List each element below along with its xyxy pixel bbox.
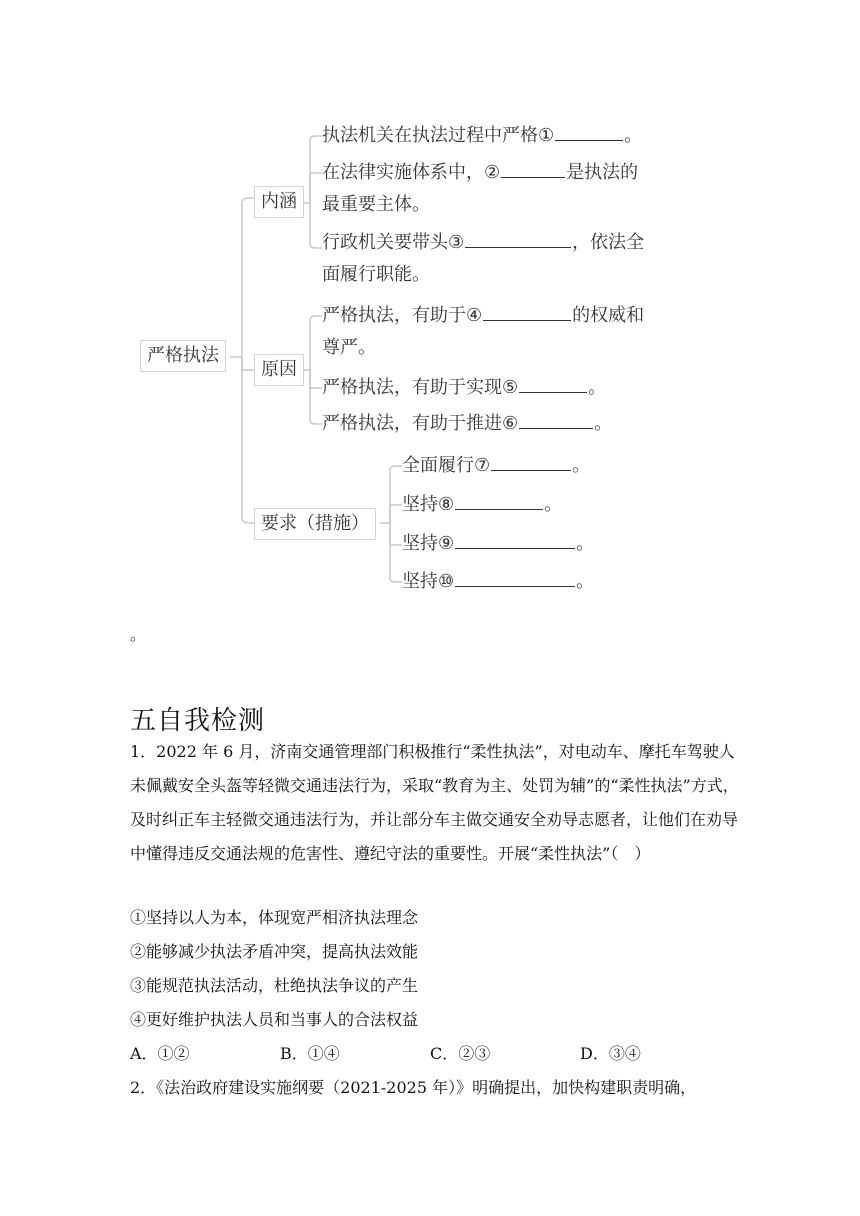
question-1-stem: 1．2022 年 6 月，济南交通管理部门积极推行“柔性执法”，对电动车、摩托车驾驶人未佩戴安全头盔等轻微交通违法行为，采取“教育为主、处罚为辅”的“柔性执法”方式，及时纠正车主轻微交通违法行为，并让部分车主做交通安全劝导志愿者，让他们在劝导中懂得违反交通法规的危害性、遵纪守法的重要性。开展“柔性执法”（ ） [130, 742, 739, 863]
fill-blank [555, 120, 623, 141]
root-node [140, 340, 226, 372]
branch-node-yaoqiu [254, 508, 376, 540]
fill-blank [501, 157, 565, 178]
leaf-8 [402, 489, 562, 521]
leaf-4 [322, 300, 644, 364]
question-1-item: ①坚持以人为本，体现宽严相济执法理念 [130, 908, 419, 927]
leaf-text: 在法律实施体系中，② [322, 162, 501, 183]
leaf-text: 坚持⑨ [402, 533, 455, 554]
question-2-stem: 2．《法治政府建设实施纲要（2021-2025 年）》明确提出，加快构建职责明确， [130, 1078, 697, 1097]
leaf-text: 。 [624, 125, 643, 146]
root-label: 严格执法 [147, 345, 219, 366]
fill-blank [465, 227, 571, 248]
leaf-10 [402, 566, 594, 598]
option-b: B．①④ [280, 1044, 340, 1063]
leaf-text: 最重要主体。 [322, 194, 430, 215]
leaf-text: 。 [576, 571, 595, 592]
leaf-text: 全面履行⑦ [402, 455, 491, 476]
leaf-2 [322, 157, 638, 221]
leaf-text: 是执法的 [566, 162, 639, 183]
leaf-5 [322, 372, 606, 404]
fill-blank [491, 450, 571, 471]
fill-blank [519, 408, 593, 429]
leaf-text: 的权威和 [572, 305, 645, 326]
leaf-text: 行政机关要带头③ [322, 232, 465, 253]
option-c: C．②③ [430, 1044, 491, 1063]
question-1-item: ②能够减少执法矛盾冲突，提高执法效能 [130, 942, 419, 961]
leaf-7 [402, 450, 590, 482]
leaf-text: 面履行职能。 [322, 264, 430, 285]
fill-blank [483, 300, 571, 321]
leaf-text: 严格执法，有助于推进⑥ [322, 413, 519, 434]
leaf-1 [322, 120, 642, 152]
option-d: D．③④ [580, 1044, 641, 1063]
leaf-text: 坚持⑩ [402, 571, 455, 592]
leaf-text: 严格执法，有助于实现⑤ [322, 377, 519, 398]
question-1-item: ④更好维护执法人员和当事人的合法权益 [130, 1010, 419, 1029]
leaf-text: 。 [572, 455, 591, 476]
leaf-text: 。 [544, 494, 563, 515]
leaf-text: 严格执法，有助于④ [322, 305, 483, 326]
leaf-3 [322, 227, 644, 291]
branch-node-yuanyin [254, 354, 304, 386]
leaf-text: 尊严。 [322, 337, 376, 358]
leaf-text: 。 [594, 413, 613, 434]
question-1-item: ③能规范执法活动，杜绝执法争议的产生 [130, 976, 419, 995]
leaf-text: 执法机关在执法过程中严格① [322, 125, 555, 146]
branch-label: 内涵 [261, 191, 297, 212]
section-title: 五自我检测 [130, 706, 266, 736]
fill-blank [519, 372, 587, 393]
branch-node-neihan [254, 186, 304, 218]
leaf-text: ，依法全 [572, 232, 645, 253]
branch-label: 要求（措施） [261, 513, 369, 534]
fill-blank [455, 566, 575, 587]
option-a: A．①② [130, 1044, 190, 1063]
branch-label: 原因 [261, 359, 297, 380]
leaf-text: 。 [588, 377, 607, 398]
fill-blank [455, 528, 575, 549]
leaf-text: 。 [576, 533, 595, 554]
leaf-6 [322, 408, 612, 440]
leaf-text: 坚持⑧ [402, 494, 455, 515]
leaf-9 [402, 528, 594, 560]
fill-blank [455, 489, 543, 510]
stray-mark: 。 [130, 625, 147, 644]
